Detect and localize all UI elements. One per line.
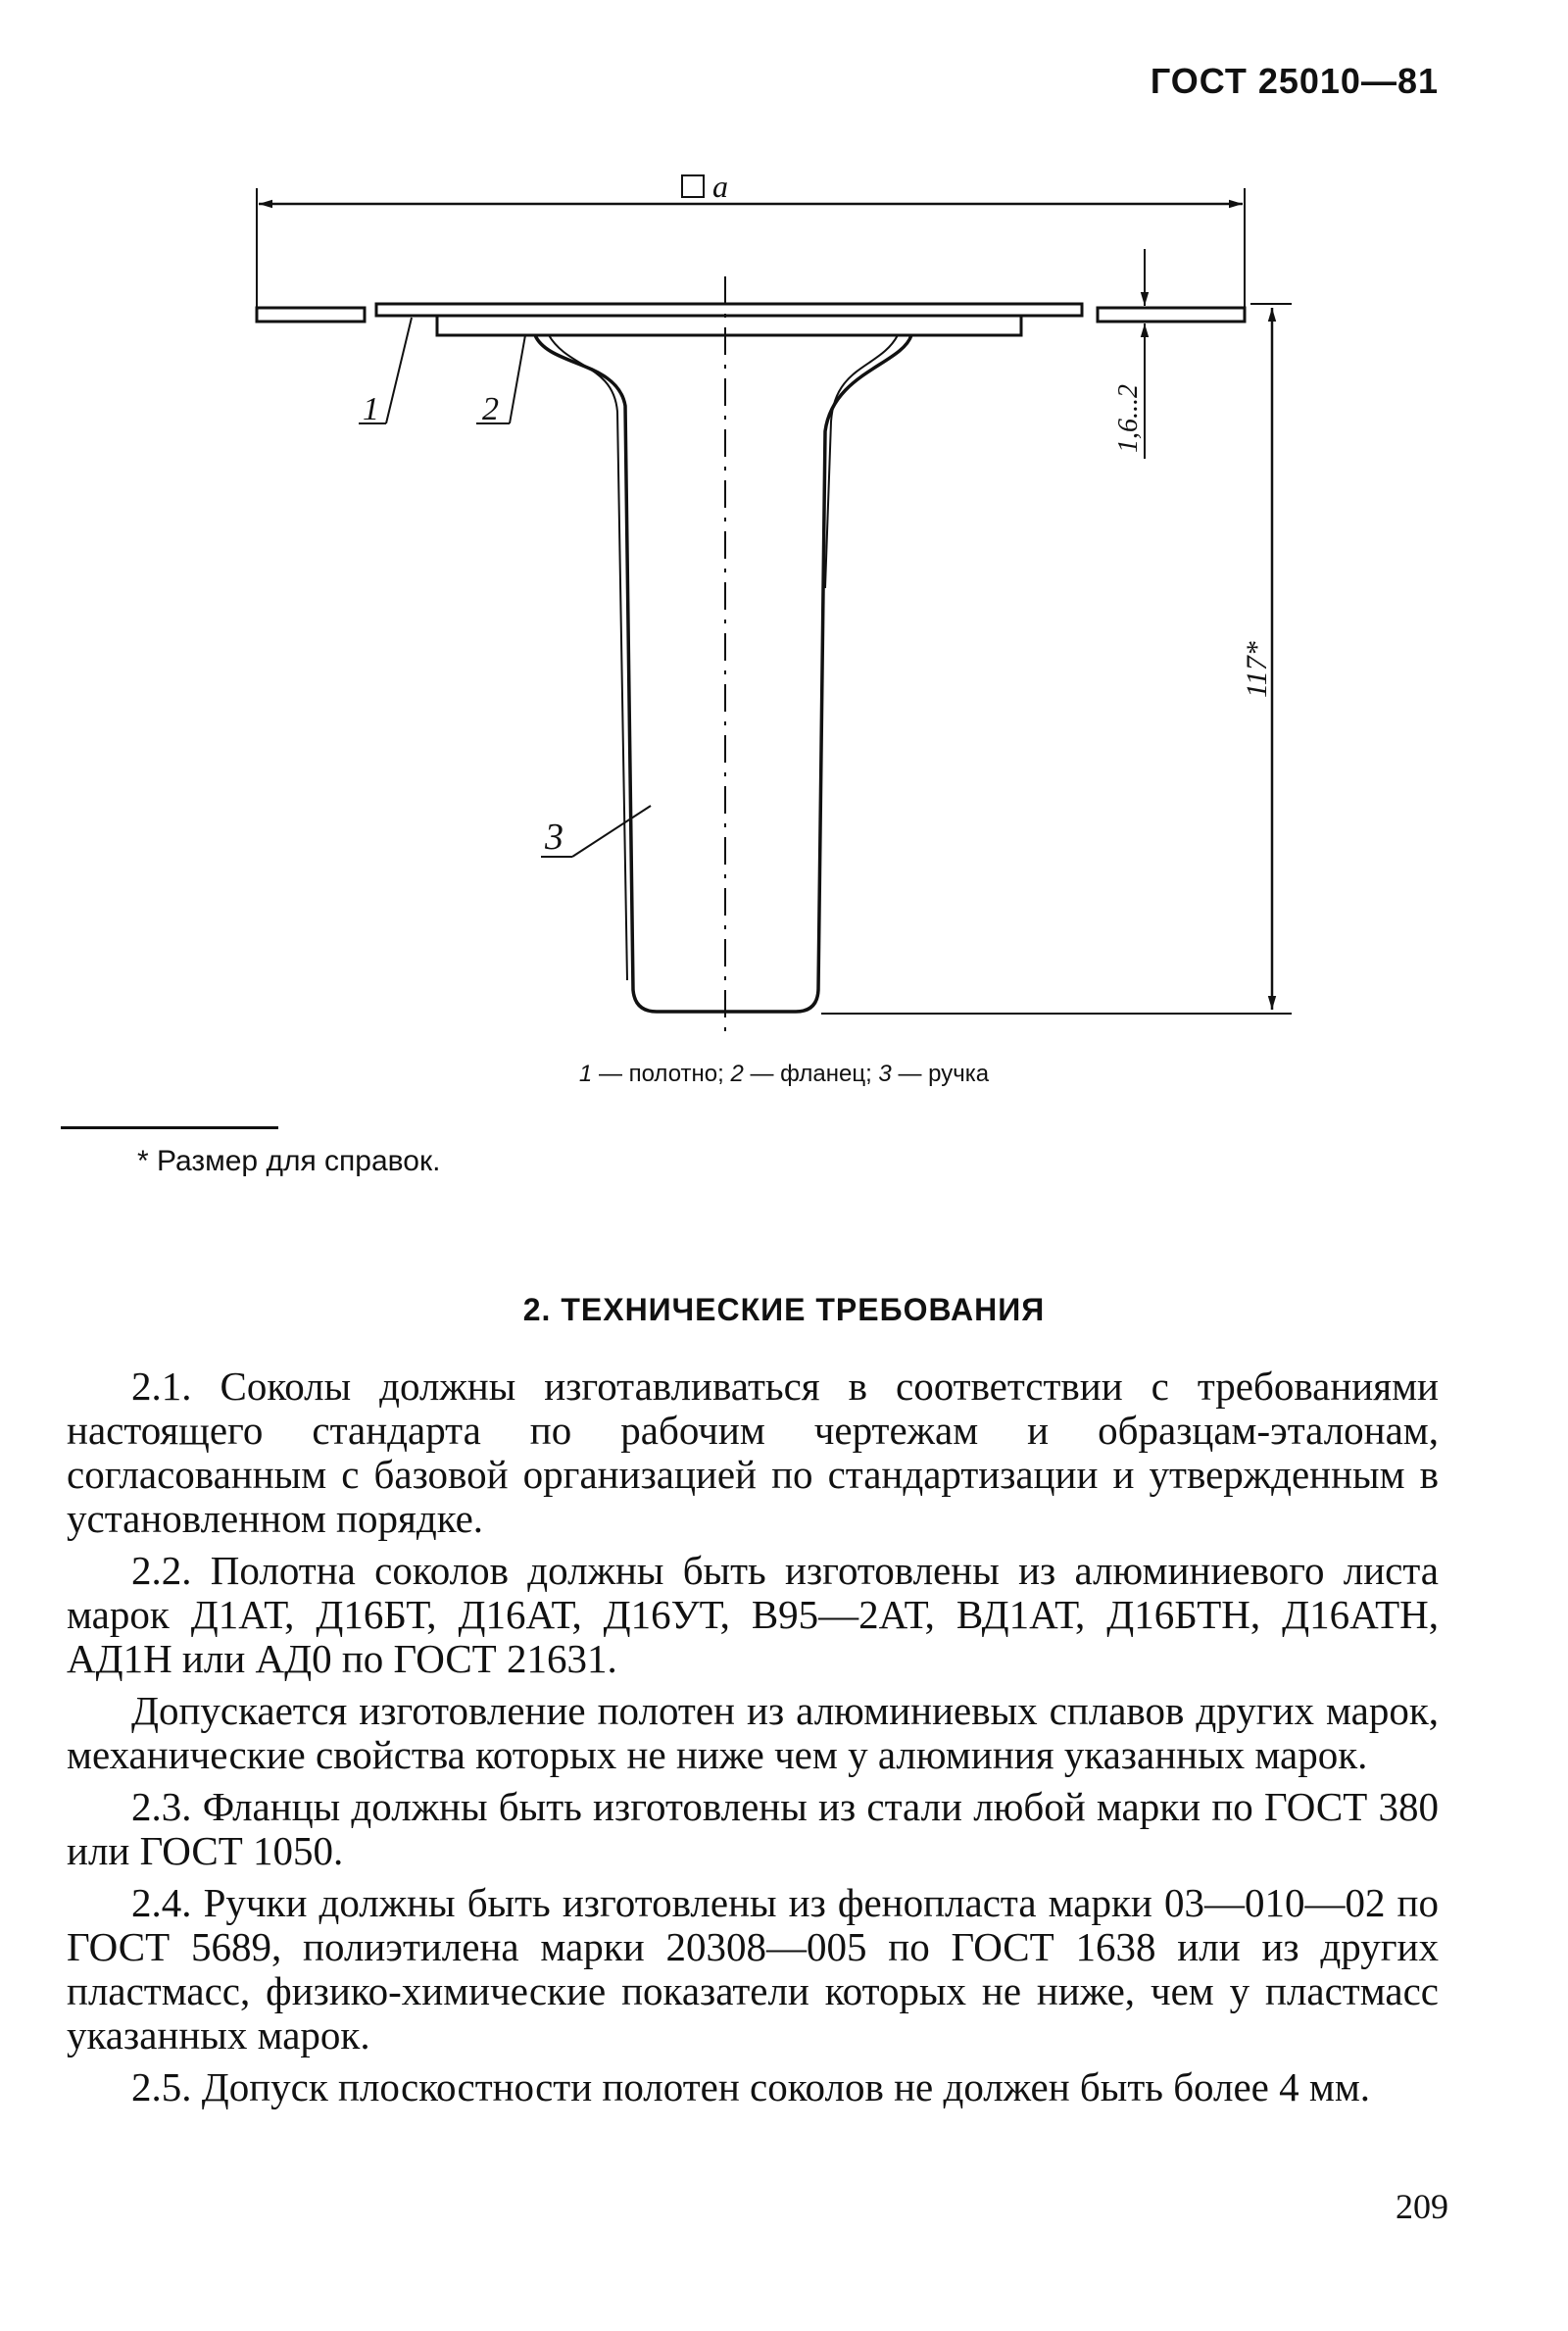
paragraph-2-2: 2.2. Полотна соколов должны быть изготовлены из алюминиевого листа марок Д1АТ, Д16БТ, Д16АТ, Д16УТ, В95—2АТ, ВД1АТ, Д16БТН, Д16АТН, АД1Н или АД0 по ГОСТ 21631. — [67, 1548, 1439, 1681]
caption-num-2: 2 — [730, 1061, 744, 1087]
paragraph-2-5: 2.5. Допуск плоскостности полотен соколов не должен быть более 4 мм. — [131, 2064, 1371, 2109]
caption-num-3: 3 — [878, 1061, 892, 1087]
callout-1-label: 1 — [363, 391, 379, 427]
paragraph-2-3: 2.3. Фланцы должны быть изготовлены из стали любой марки по ГОСТ 380 или ГОСТ 1050. — [67, 1784, 1439, 1873]
drawing-caption — [0, 1061, 1568, 1088]
handle-inner-line — [549, 335, 627, 980]
callout-3-leader — [572, 806, 651, 857]
handle-outline — [535, 335, 911, 1012]
paragraph-2-1: 2.1. Соколы должны изготавливаться в соответствии с требованиями настоящего стандарта по рабочим чертежам и образцам-эталонам, согласованным с базовой организацией по стандартизации и утвержденным в установленном порядке. — [67, 1364, 1439, 1541]
callout-2-leader — [510, 335, 525, 423]
requirements-body — [67, 1364, 1439, 2117]
square-symbol-icon — [682, 175, 704, 197]
drawing-svg — [0, 0, 1568, 1059]
caption-text-3: — ручка — [891, 1061, 990, 1087]
height-label: 117* — [1241, 641, 1273, 698]
page-number: 209 — [1396, 2187, 1448, 2226]
caption-text-2: — фланец; — [743, 1061, 879, 1087]
callout-2-label: 2 — [482, 391, 499, 427]
flange — [437, 316, 1021, 335]
caption-num-1: 1 — [578, 1061, 593, 1087]
technical-drawing — [0, 0, 1568, 1059]
dimension-a-label: a — [712, 169, 728, 204]
paragraph-2-4: 2.4. Ручки должны быть изготовлены из фенопласта марки 03—010—02 по ГОСТ 5689, полиэтилена марки 20308—005 по ГОСТ 1638 или из других пластмасс, физико-химические показатели которых не ниже, чем у пластмасс указанных марок. — [67, 1880, 1439, 2058]
handle-inner-line-right — [825, 335, 898, 588]
blade-left-segment — [257, 308, 365, 322]
blade-right-segment — [1098, 308, 1245, 322]
footnote-divider — [61, 1126, 278, 1129]
caption-text-1: — полотно; — [592, 1061, 731, 1087]
callout-3-label: 3 — [545, 817, 564, 858]
paragraph-2-2-note: Допускается изготовление полотен из алюминиевых сплавов других марок, механические свойства которых не ниже чем у алюминия указанных марок. — [67, 1688, 1439, 1777]
section-title: 2. ТЕХНИЧЕСКИЕ ТРЕБОВАНИЯ — [522, 1292, 1046, 1327]
footnote: * Размер для справок. — [137, 1145, 441, 1177]
thickness-label: 1,6...2 — [1113, 384, 1144, 453]
blade-center-segment — [376, 304, 1082, 316]
callout-1-leader — [386, 318, 412, 423]
standard-header: ГОСТ 25010—81 — [1150, 61, 1439, 101]
